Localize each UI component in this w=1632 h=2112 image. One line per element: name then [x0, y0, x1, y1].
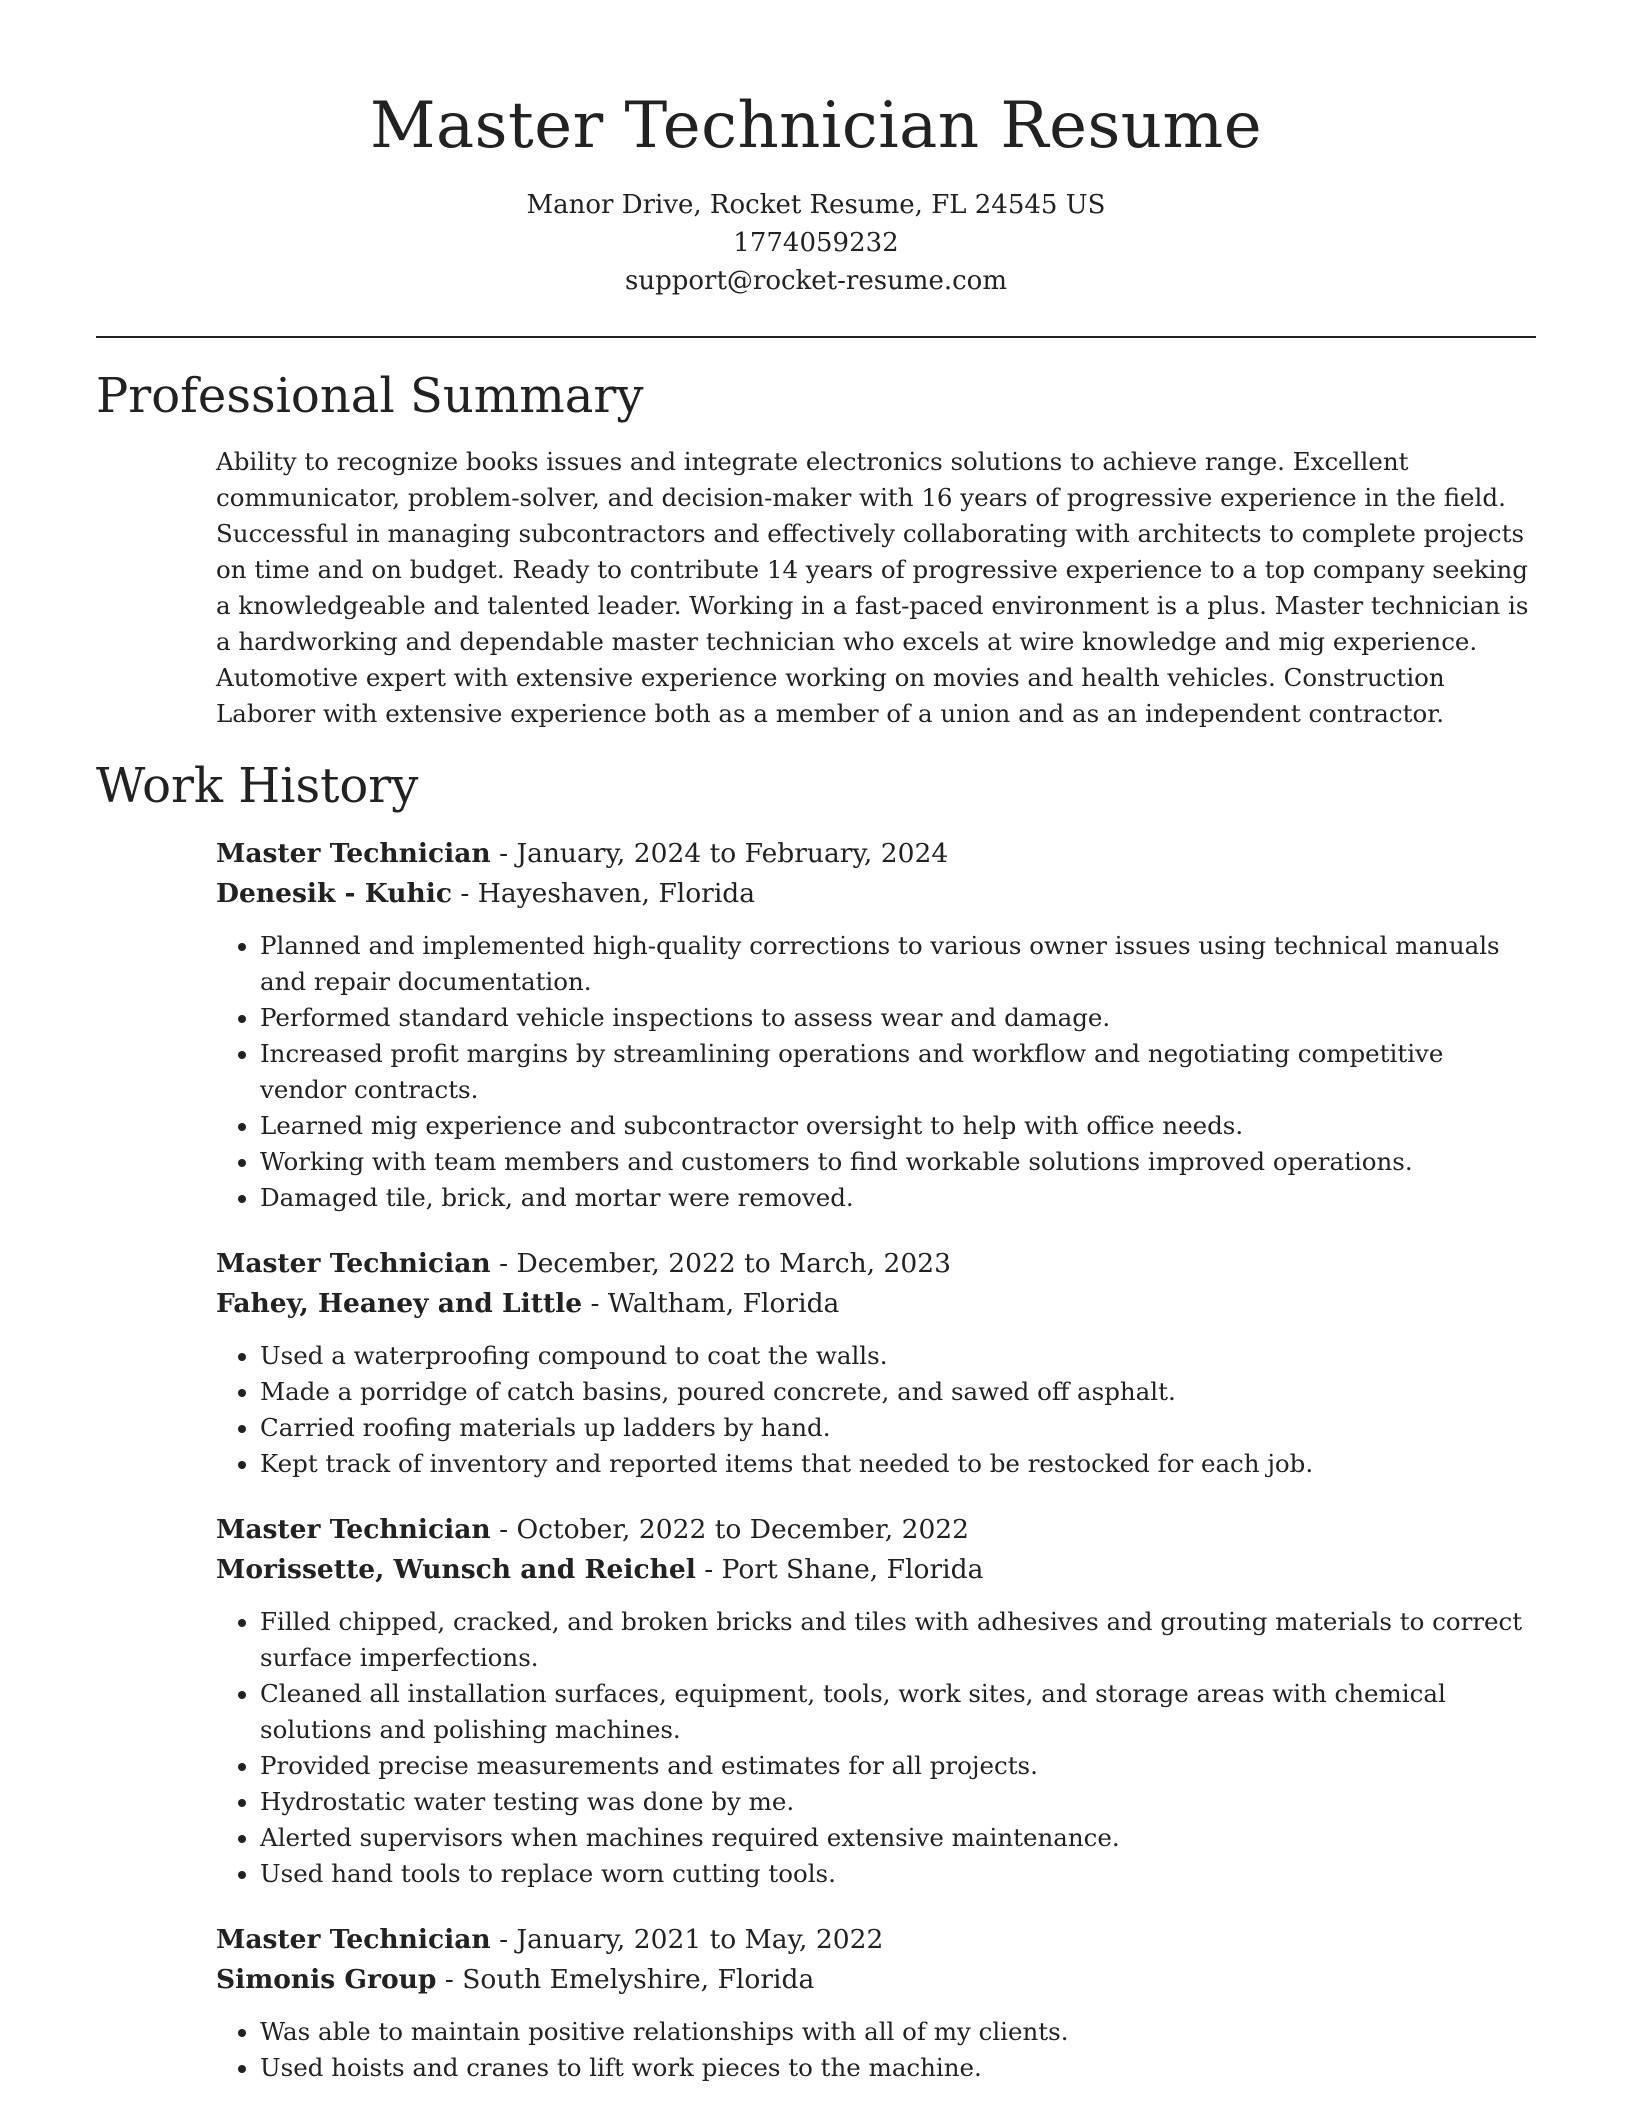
phone-number: 1774059232: [733, 228, 899, 258]
job-bullets: [216, 928, 1536, 1216]
company-name: Simonis Group: [216, 1964, 437, 1995]
job-company-line: [216, 1960, 1536, 2000]
resume-header: [96, 0, 1536, 300]
job-title-line: [216, 1244, 1536, 1284]
bullet-item: • Used a waterproofing compound to coat the walls.: [260, 1338, 1536, 1374]
job-dates: - January, 2024 to February, 2024: [490, 838, 949, 869]
summary-text: Ability to recognize books issues and integrate electronics solutions to achieve range. Excellent communicator, problem-solver, and decision-maker with 16 years of progressive experience in the field. Successful in managing subcontractors and effectively collaborating with architects to complete projects on time and on budget. Ready to contribute 14 years of progressive experience to a top company seeking a knowledgeable and talented leader. Working in a fast-paced environment is a plus. Master technician is a hardworking and dependable master technician who excels at wire knowledge and mig experience. Automotive expert with extensive experience working on movies and health vehicles. Construction Laborer with extensive experience both as a member of a union and as an independent contractor.: [216, 447, 1529, 728]
bullet-item: • Cleaned all installation surfaces, equipment, tools, work sites, and storage areas with chemical solutions and polishing machines.: [260, 1676, 1536, 1748]
job-location: - Port Shane, Florida: [695, 1554, 984, 1585]
bullet-item: • Was able to maintain positive relationships with all of my clients.: [260, 2014, 1536, 2050]
resume-page: [96, 0, 1536, 2086]
company-name: Morissette, Wunsch and Reichel: [216, 1554, 696, 1585]
work-history-list: [96, 834, 1536, 2086]
bullet-item: • Kept track of inventory and reported items that needed to be restocked for each job.: [260, 1446, 1536, 1482]
bullet-item: • Filled chipped, cracked, and broken bricks and tiles with adhesives and grouting materials to correct surface imperfections.: [260, 1604, 1536, 1676]
contact-info: [96, 186, 1536, 300]
header-divider: [96, 336, 1536, 338]
work-history-heading: Work History: [96, 758, 419, 814]
job-title-line: [216, 834, 1536, 874]
job-title: Master Technician: [216, 838, 491, 869]
job-location: - Hayeshaven, Florida: [451, 878, 756, 909]
company-name: Denesik - Kuhic: [216, 878, 452, 909]
bullet-item: • Performed standard vehicle inspections to assess wear and damage.: [260, 1000, 1536, 1036]
job-dates: - October, 2022 to December, 2022: [490, 1514, 970, 1545]
bullet-item: • Used hand tools to replace worn cutting tools.: [260, 1856, 1536, 1892]
company-name: Fahey, Heaney and Little: [216, 1288, 583, 1319]
email-address: support@rocket-resume.com: [624, 266, 1007, 296]
bullet-item: • Damaged tile, brick, and mortar were removed.: [260, 1180, 1536, 1216]
resume-title: Master Technician Resume: [369, 89, 1263, 163]
bullet-item: • Provided precise measurements and estimates for all projects.: [260, 1748, 1536, 1784]
job-company-line: [216, 1550, 1536, 1590]
bullet-item: • Learned mig experience and subcontractor oversight to help with office needs.: [260, 1108, 1536, 1144]
job-location: - Waltham, Florida: [582, 1288, 840, 1319]
job-entry: [216, 1920, 1536, 2086]
job-title: Master Technician: [216, 1924, 491, 1955]
job-bullets: [216, 1604, 1536, 1892]
bullet-item: • Made a porridge of catch basins, poured concrete, and sawed off asphalt.: [260, 1374, 1536, 1410]
job-dates: - January, 2021 to May, 2022: [490, 1924, 884, 1955]
job-entry: [216, 834, 1536, 1216]
job-entry: [216, 1244, 1536, 1482]
job-dates: - December, 2022 to March, 2023: [490, 1248, 951, 1279]
job-bullets: [216, 1338, 1536, 1482]
job-company-line: [216, 874, 1536, 914]
address: Manor Drive, Rocket Resume, FL 24545 US: [526, 190, 1106, 220]
job-bullets: [216, 2014, 1536, 2086]
bullet-item: • Used hoists and cranes to lift work pieces to the machine.: [260, 2050, 1536, 2086]
job-title-line: [216, 1510, 1536, 1550]
job-title: Master Technician: [216, 1248, 491, 1279]
summary-heading: Professional Summary: [96, 368, 644, 424]
bullet-item: • Increased profit margins by streamlining operations and workflow and negotiating competitive vendor contracts.: [260, 1036, 1536, 1108]
bullet-item: • Alerted supervisors when machines required extensive maintenance.: [260, 1820, 1536, 1856]
job-title: Master Technician: [216, 1514, 491, 1545]
bullet-item: • Hydrostatic water testing was done by me.: [260, 1784, 1536, 1820]
job-company-line: [216, 1284, 1536, 1324]
bullet-item: • Carried roofing materials up ladders by hand.: [260, 1410, 1536, 1446]
job-entry: [216, 1510, 1536, 1892]
job-title-line: [216, 1920, 1536, 1960]
bullet-item: • Working with team members and customers to find workable solutions improved operations.: [260, 1144, 1536, 1180]
job-location: - South Emelyshire, Florida: [436, 1964, 815, 1995]
bullet-item: • Planned and implemented high-quality corrections to various owner issues using technical manuals and repair documentation.: [260, 928, 1536, 1000]
